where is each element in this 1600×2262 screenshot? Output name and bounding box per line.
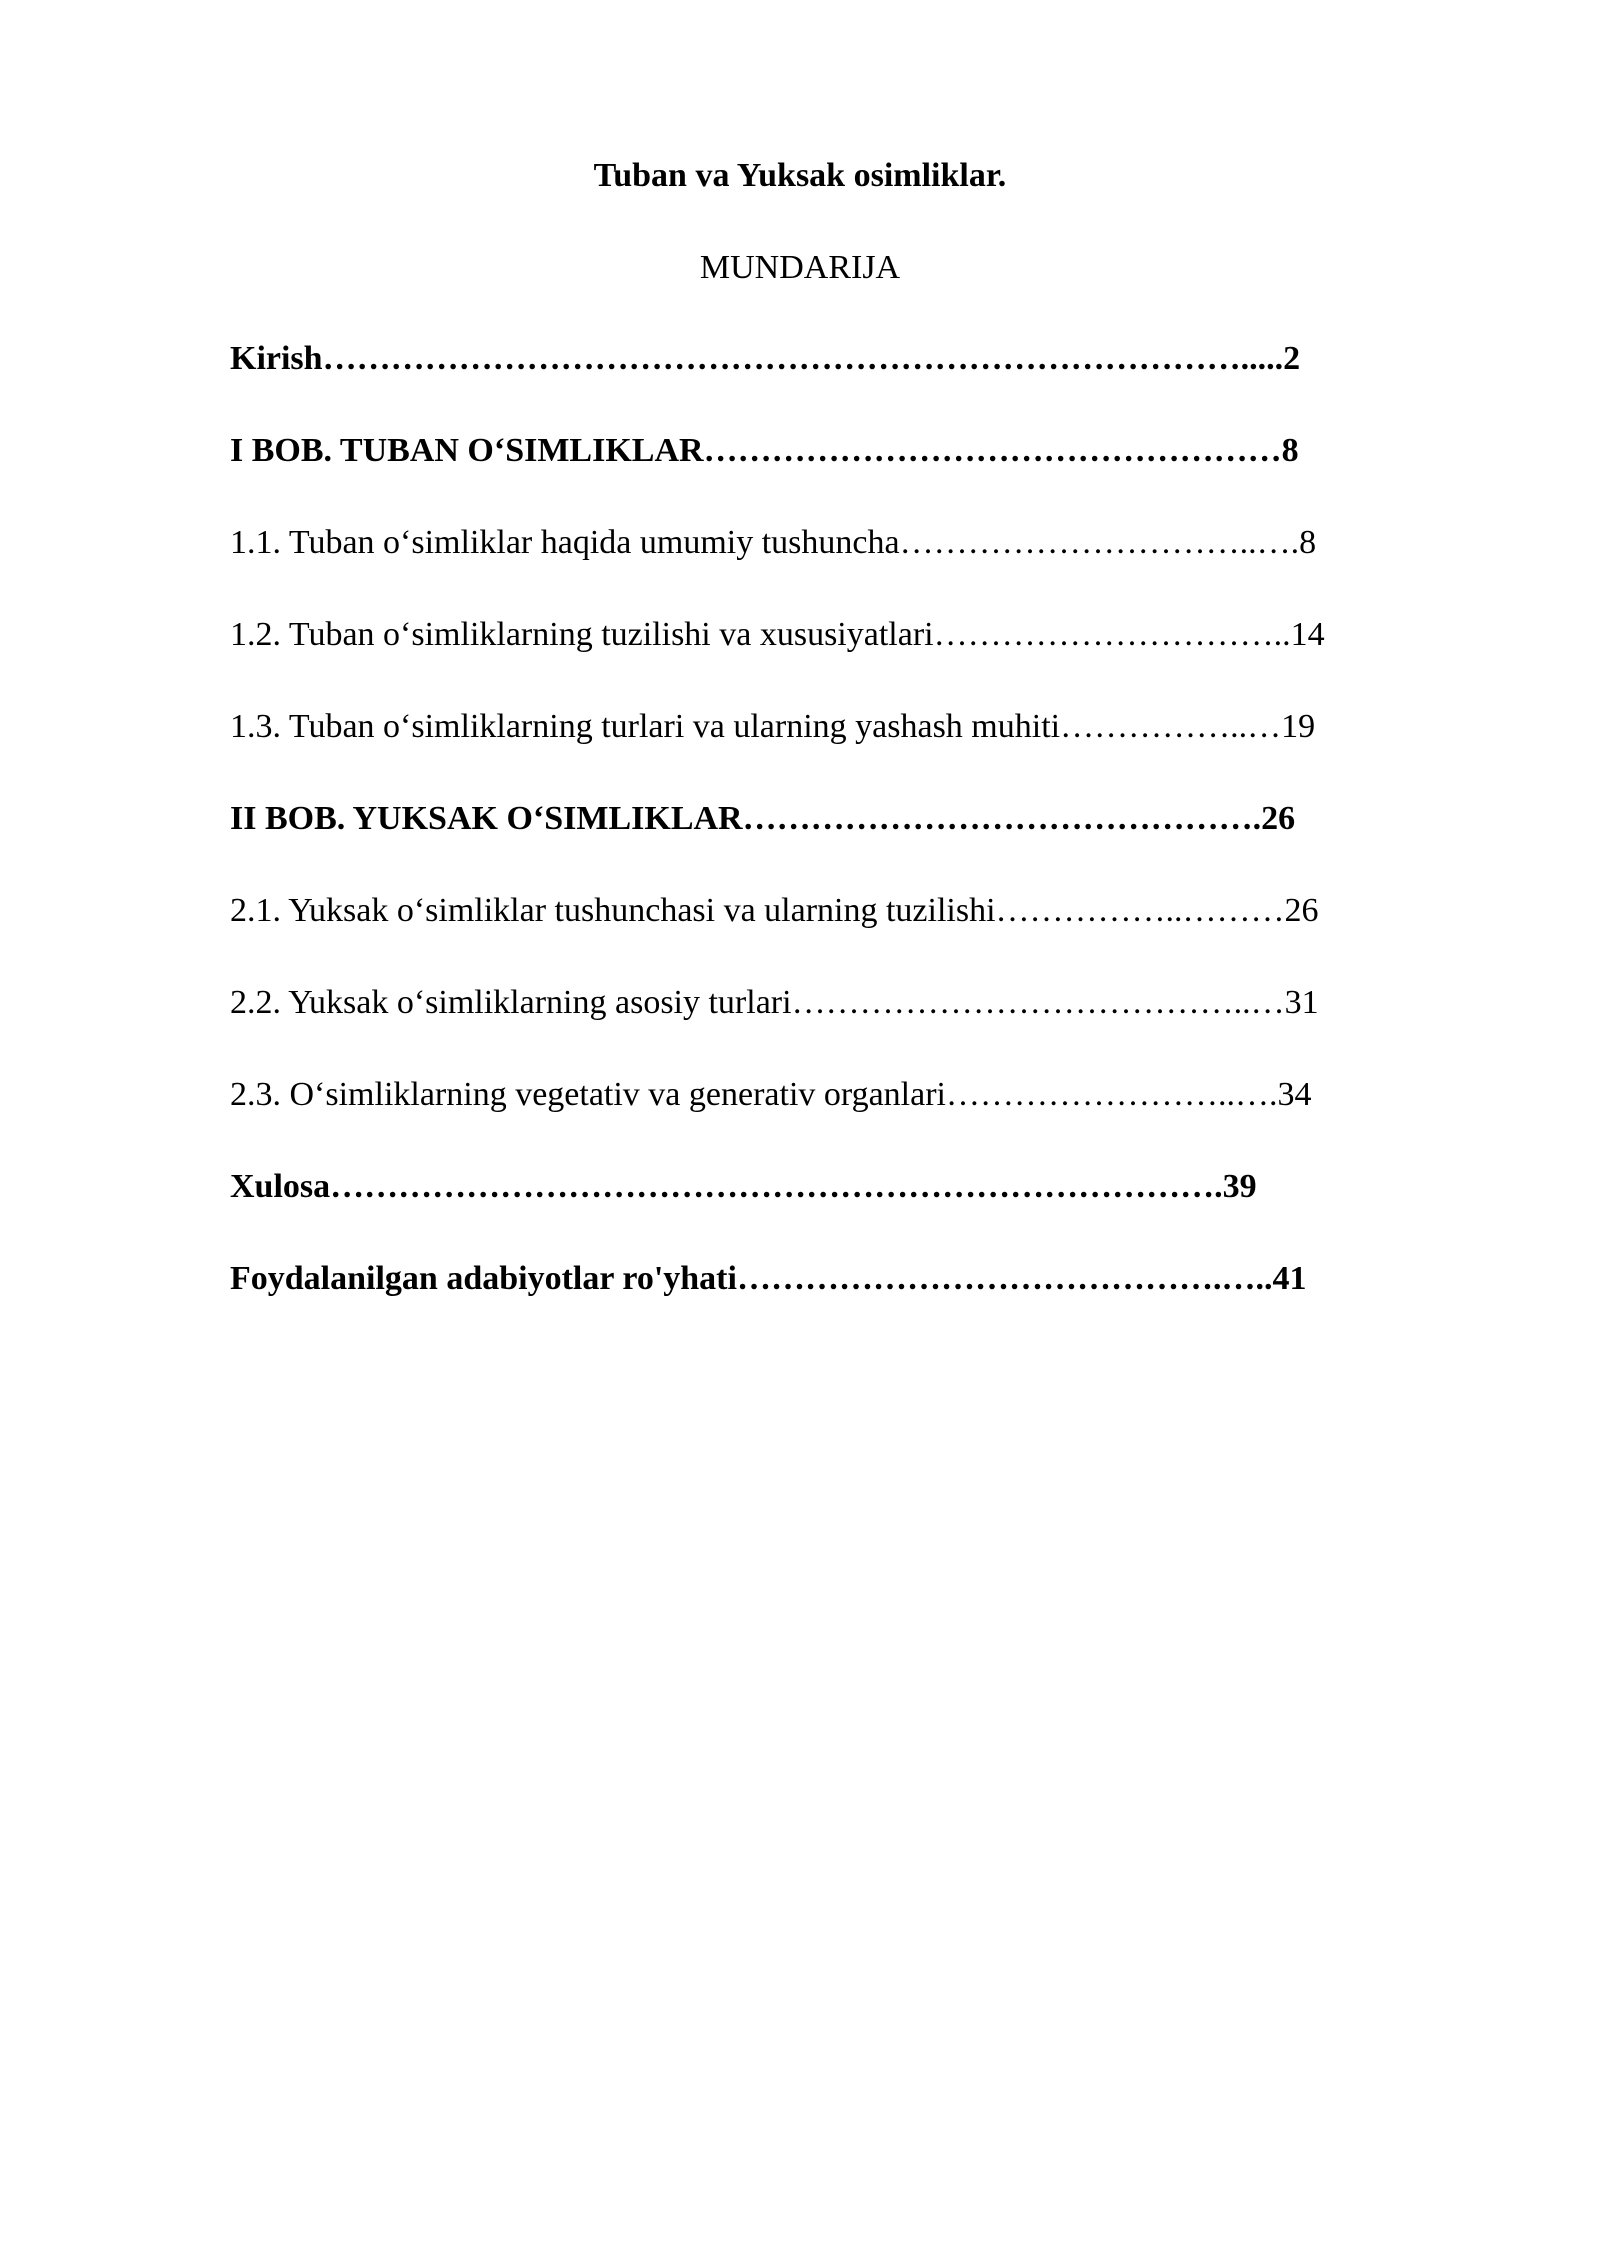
table-of-contents — [230, 335, 1470, 1347]
toc-entry-conclusion: Xulosa…………………………………………………………………….39 — [230, 1168, 1257, 1205]
toc-entry-references: Foydalanilgan adabiyotlar ro'yhati…………………………………….…..41 — [230, 1260, 1307, 1297]
document-title: Tuban va Yuksak osimliklar. — [593, 157, 1007, 194]
toc-entry-section-2-1: 2.1. Yuksak o‘simliklar tushunchasi va ularning tuzilishi……………..………26 — [230, 892, 1319, 929]
toc-entry-section-1-1: 1.1. Tuban o‘simliklar haqida umumiy tushuncha…………………………..….8 — [230, 524, 1317, 561]
toc-entry-introduction: Kirish……………………………………………………………………….....2 — [230, 340, 1301, 377]
toc-entry-chapter-2: II BOB. YUKSAK O‘SIMLIKLAR……………………………………….26 — [230, 800, 1296, 837]
toc-entry-section-2-3: 2.3. O‘simliklarning vegetativ va generativ organlari……………………..….34 — [230, 1076, 1312, 1113]
toc-entry-section-1-2: 1.2. Tuban o‘simliklarning tuzilishi va xususiyatlari…………………………..14 — [230, 616, 1325, 653]
toc-heading: MUNDARIJA — [699, 249, 901, 286]
toc-entry-section-1-3: 1.3. Tuban o‘simliklarning turlari va ularning yashash muhiti……………..…19 — [230, 708, 1316, 745]
toc-entry-section-2-2: 2.2. Yuksak o‘simliklarning asosiy turlari…………………………………..…31 — [230, 984, 1319, 1021]
toc-entry-chapter-1: I BOB. TUBAN O‘SIMLIKLAR……………………………………………8 — [230, 432, 1299, 469]
